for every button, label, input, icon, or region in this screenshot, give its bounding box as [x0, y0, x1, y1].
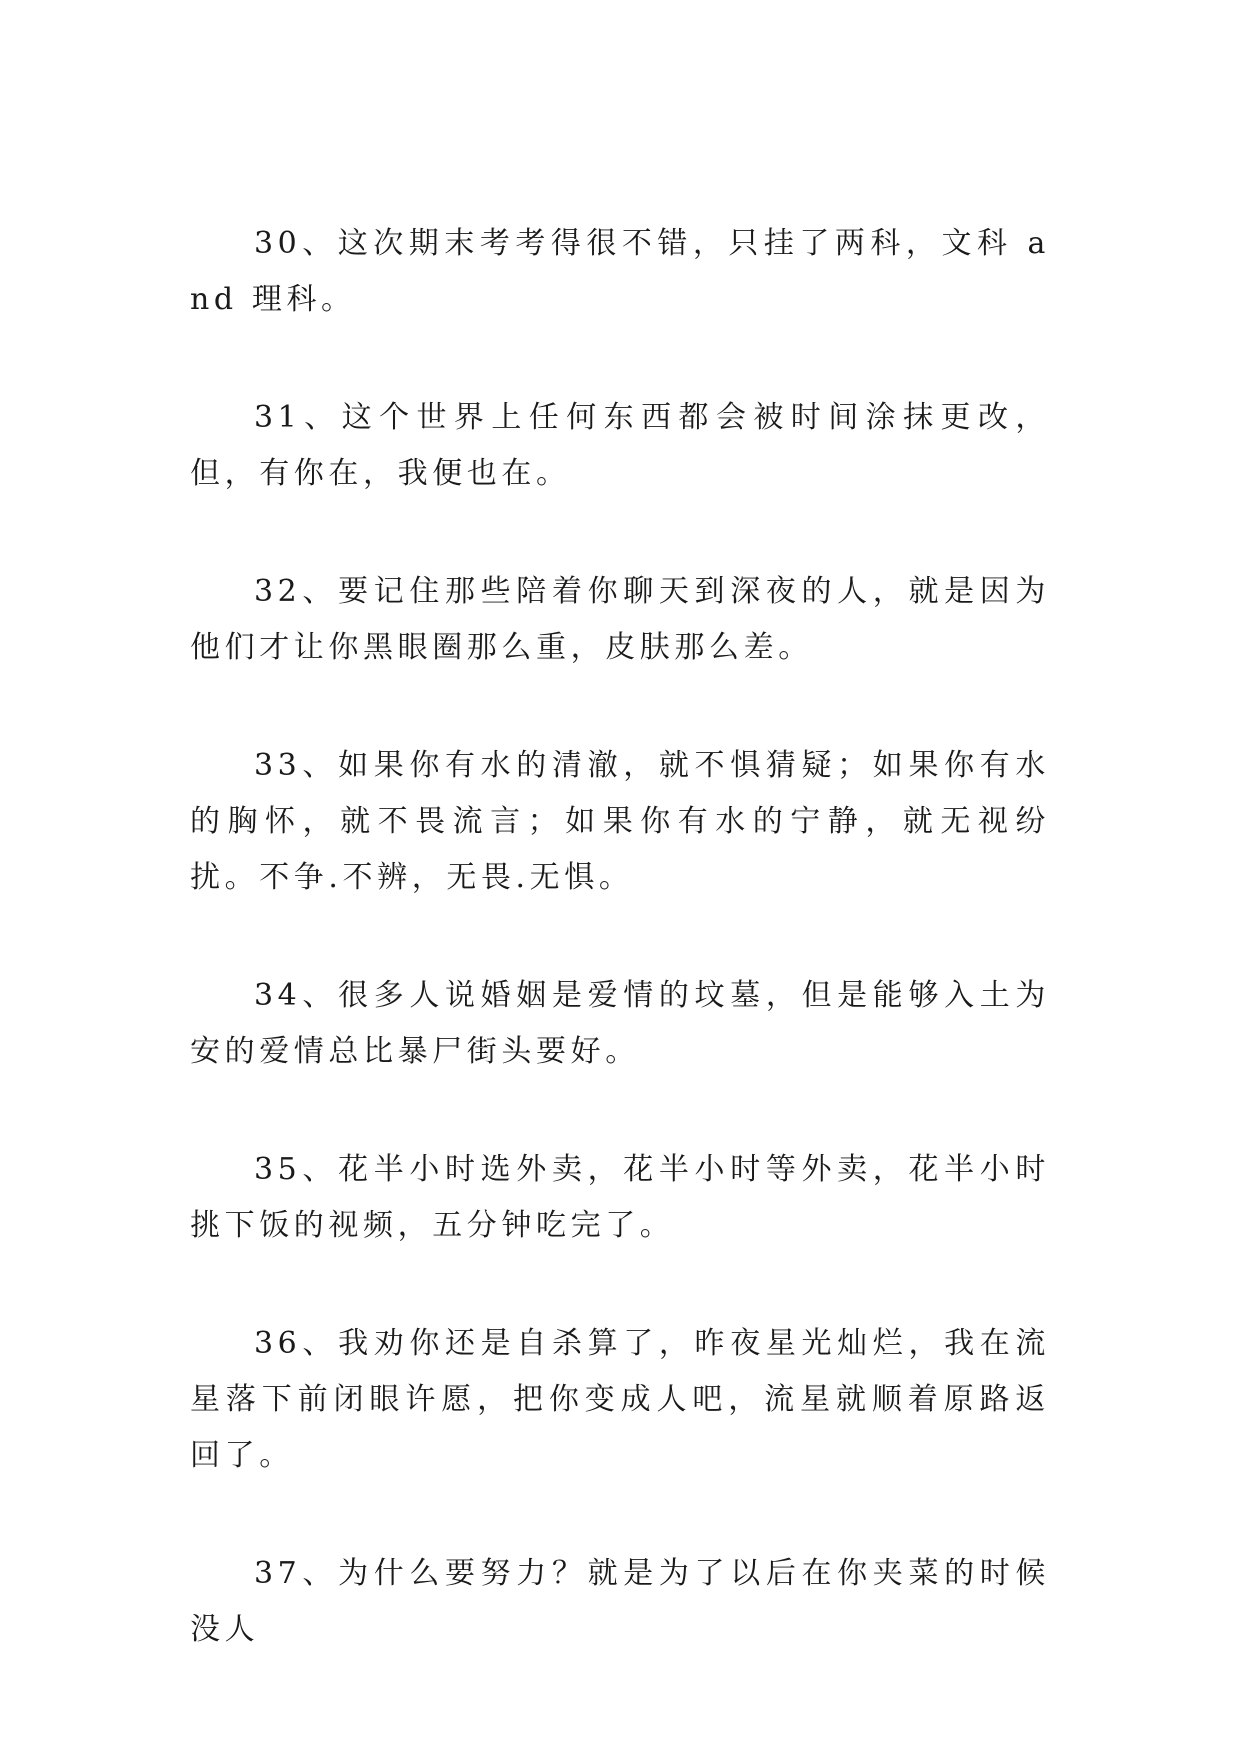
paragraph-text: 35、花半小时选外卖，花半小时等外卖，花半小时挑下饭的视频，五分钟吃完了。	[190, 1152, 1050, 1243]
text-column	[190, 216, 1050, 1720]
paragraph-33	[190, 738, 1050, 906]
paragraph-36	[190, 1316, 1050, 1484]
paragraph-text: 34、很多人说婚姻是爱情的坟墓，但是能够入土为安的爱情总比暴尸街头要好。	[190, 978, 1050, 1069]
paragraph-31	[190, 390, 1050, 502]
paragraph-text: 31、这个世界上任何东西都会被时间涂抹更改，但，有你在，我便也在。	[190, 400, 1050, 491]
paragraph-text: 37、为什么要努力？就是为了以后在你夹菜的时候没人	[190, 1556, 1050, 1647]
paragraph-37	[190, 1546, 1050, 1658]
paragraph-32	[190, 564, 1050, 676]
paragraph-text: 36、我劝你还是自杀算了，昨夜星光灿烂，我在流星落下前闭眼许愿，把你变成人吧，流星就顺着原路返回了。	[190, 1326, 1050, 1473]
paragraph-35	[190, 1142, 1050, 1254]
paragraph-30	[190, 216, 1050, 328]
paragraph-text: 33、如果你有水的清澈，就不惧猜疑；如果你有水的胸怀，就不畏流言；如果你有水的宁静，就无视纷扰。不争.不辨，无畏.无惧。	[190, 748, 1050, 895]
paragraph-34	[190, 968, 1050, 1080]
paragraph-text: 32、要记住那些陪着你聊天到深夜的人，就是因为他们才让你黑眼圈那么重，皮肤那么差。	[190, 574, 1050, 665]
paragraph-text: 30、这次期末考考得很不错，只挂了两科，文科 and 理科。	[190, 226, 1050, 317]
